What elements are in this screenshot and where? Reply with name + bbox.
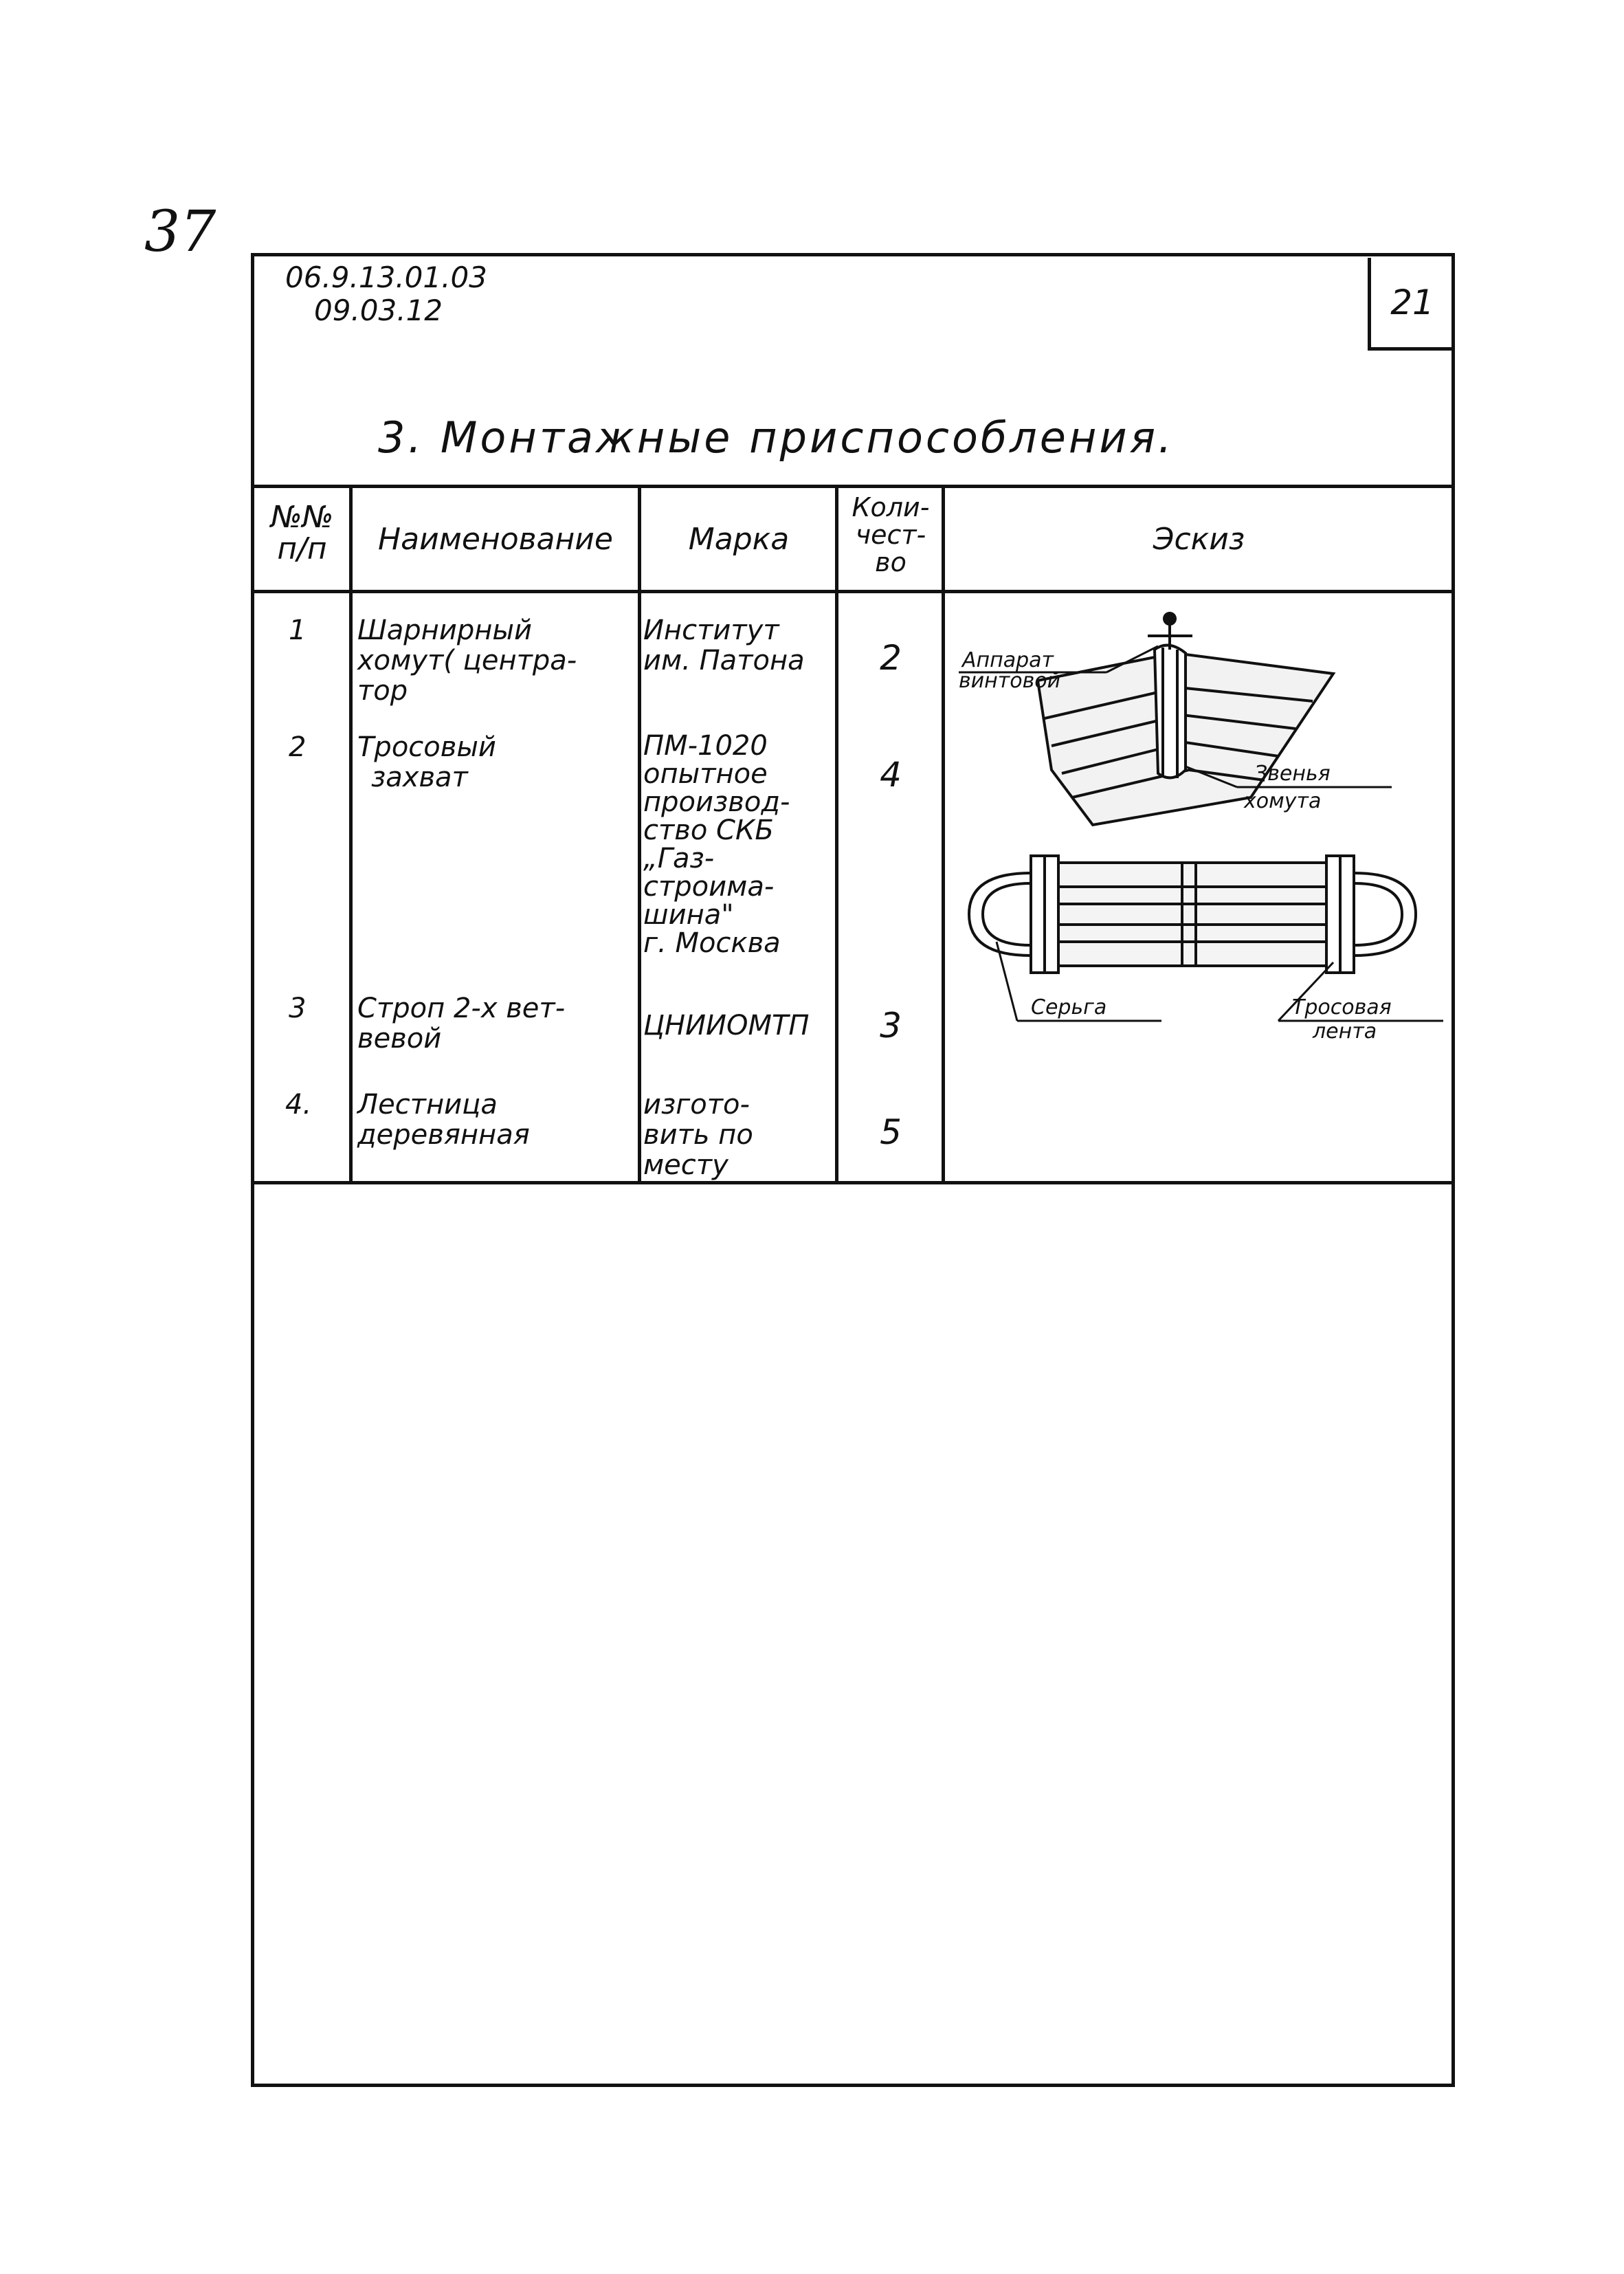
links-label-line-1: Звенья (1254, 762, 1331, 786)
row-3-mark-line-1: ЦНИИОМТП (643, 1010, 810, 1041)
row-2-mark-line-8: г. Москва (643, 927, 781, 959)
row-4-name-line-1: Лестница (357, 1089, 498, 1121)
tape-label-line-1: Тросовая (1292, 995, 1392, 1019)
header-qty (840, 494, 942, 576)
row-3-num: 3 (289, 993, 307, 1024)
cable-grip-sketch (969, 856, 1416, 973)
table-top-line (251, 485, 1455, 488)
row-2-name-line-1: Тросовый (357, 731, 496, 763)
table-header-bottom-line (251, 590, 1455, 593)
row-1-mark (643, 615, 805, 676)
tape-label (1292, 995, 1392, 1044)
row-1-qty: 2 (880, 638, 902, 678)
header-sketch: Эскиз (1153, 522, 1245, 557)
header-qty-line-2: чест- (855, 520, 926, 550)
header-qty-line-3: во (875, 547, 906, 577)
section-title: 3. Монтажные приспособления. (378, 412, 1175, 463)
row-3-name-line-1: Строп 2-х вет- (357, 993, 566, 1024)
row-3-qty: 3 (880, 1006, 902, 1046)
row-2-mark-line-2: опытное (643, 758, 768, 790)
links-label-line-2: хомута (1244, 789, 1322, 813)
column-divider-2 (638, 485, 641, 1184)
header-num-line-2: п/п (277, 531, 327, 566)
row-4-num: 4. (285, 1089, 312, 1121)
row-1-mark-line-1: Институт (643, 615, 779, 646)
apparatus-label (959, 648, 1060, 693)
row-2-mark-line-4: ство СКБ (643, 815, 774, 846)
earring-label: Серьга (1031, 995, 1107, 1019)
row-1-name-line-2: хомут( центра- (357, 645, 577, 676)
row-2-mark-line-7: шина" (643, 899, 734, 931)
sheet-number: 21 (1368, 258, 1454, 351)
row-4-mark-line-3: месту (643, 1149, 728, 1181)
column-divider-4 (942, 485, 945, 1184)
header-qty-line-1: Коли- (852, 492, 930, 522)
row-2-mark-line-5: „Газ- (643, 843, 715, 874)
row-4-qty: 5 (880, 1112, 902, 1152)
document-code-line-1: 06.9.13.01.03 (285, 261, 487, 294)
row-1-name-line-3: тор (357, 675, 408, 707)
row-3-mark (643, 1011, 809, 1041)
row-4-mark (643, 1090, 753, 1180)
page-number: 37 (144, 199, 216, 265)
row-4-name-line-2: деревянная (357, 1119, 530, 1151)
row-2-mark-line-6: строима- (643, 871, 775, 903)
row-2-num: 2 (289, 731, 307, 763)
row-2-qty: 4 (880, 755, 902, 795)
row-2-name (357, 732, 496, 793)
row-2-mark-line-1: ПМ-1020 (643, 730, 768, 762)
header-num-line-1: №№ (270, 500, 334, 535)
tape-label-line-2: лента (1313, 1019, 1377, 1044)
document-code (285, 261, 487, 327)
row-1-num: 1 (289, 615, 307, 646)
column-divider-1 (349, 485, 353, 1184)
row-3-name-line-2: вевой (357, 1023, 442, 1055)
row-4-name (357, 1090, 530, 1150)
row-1-name (357, 615, 577, 706)
sketch-drawings (948, 598, 1450, 1121)
row-4-mark-line-2: вить по (643, 1119, 753, 1151)
row-1-name-line-1: Шарнирный (357, 615, 532, 646)
header-mark: Марка (688, 522, 790, 557)
apparatus-label-line-2: винтовой (959, 669, 1061, 693)
document-code-line-2: 09.03.12 (314, 294, 443, 327)
row-2-mark-line-3: производ- (643, 786, 790, 818)
row-1-mark-line-2: им. Патона (643, 645, 805, 676)
row-4-mark-line-1: изгото- (643, 1089, 750, 1121)
apparatus-label-line-1: Аппарат (962, 648, 1054, 672)
table-bottom-line (251, 1181, 1455, 1184)
header-num (256, 502, 348, 565)
header-name: Наименование (378, 522, 613, 557)
row-3-name (357, 993, 565, 1054)
column-divider-3 (835, 485, 838, 1184)
row-2-mark (643, 732, 790, 958)
row-2-name-line-2: захват (371, 762, 468, 793)
